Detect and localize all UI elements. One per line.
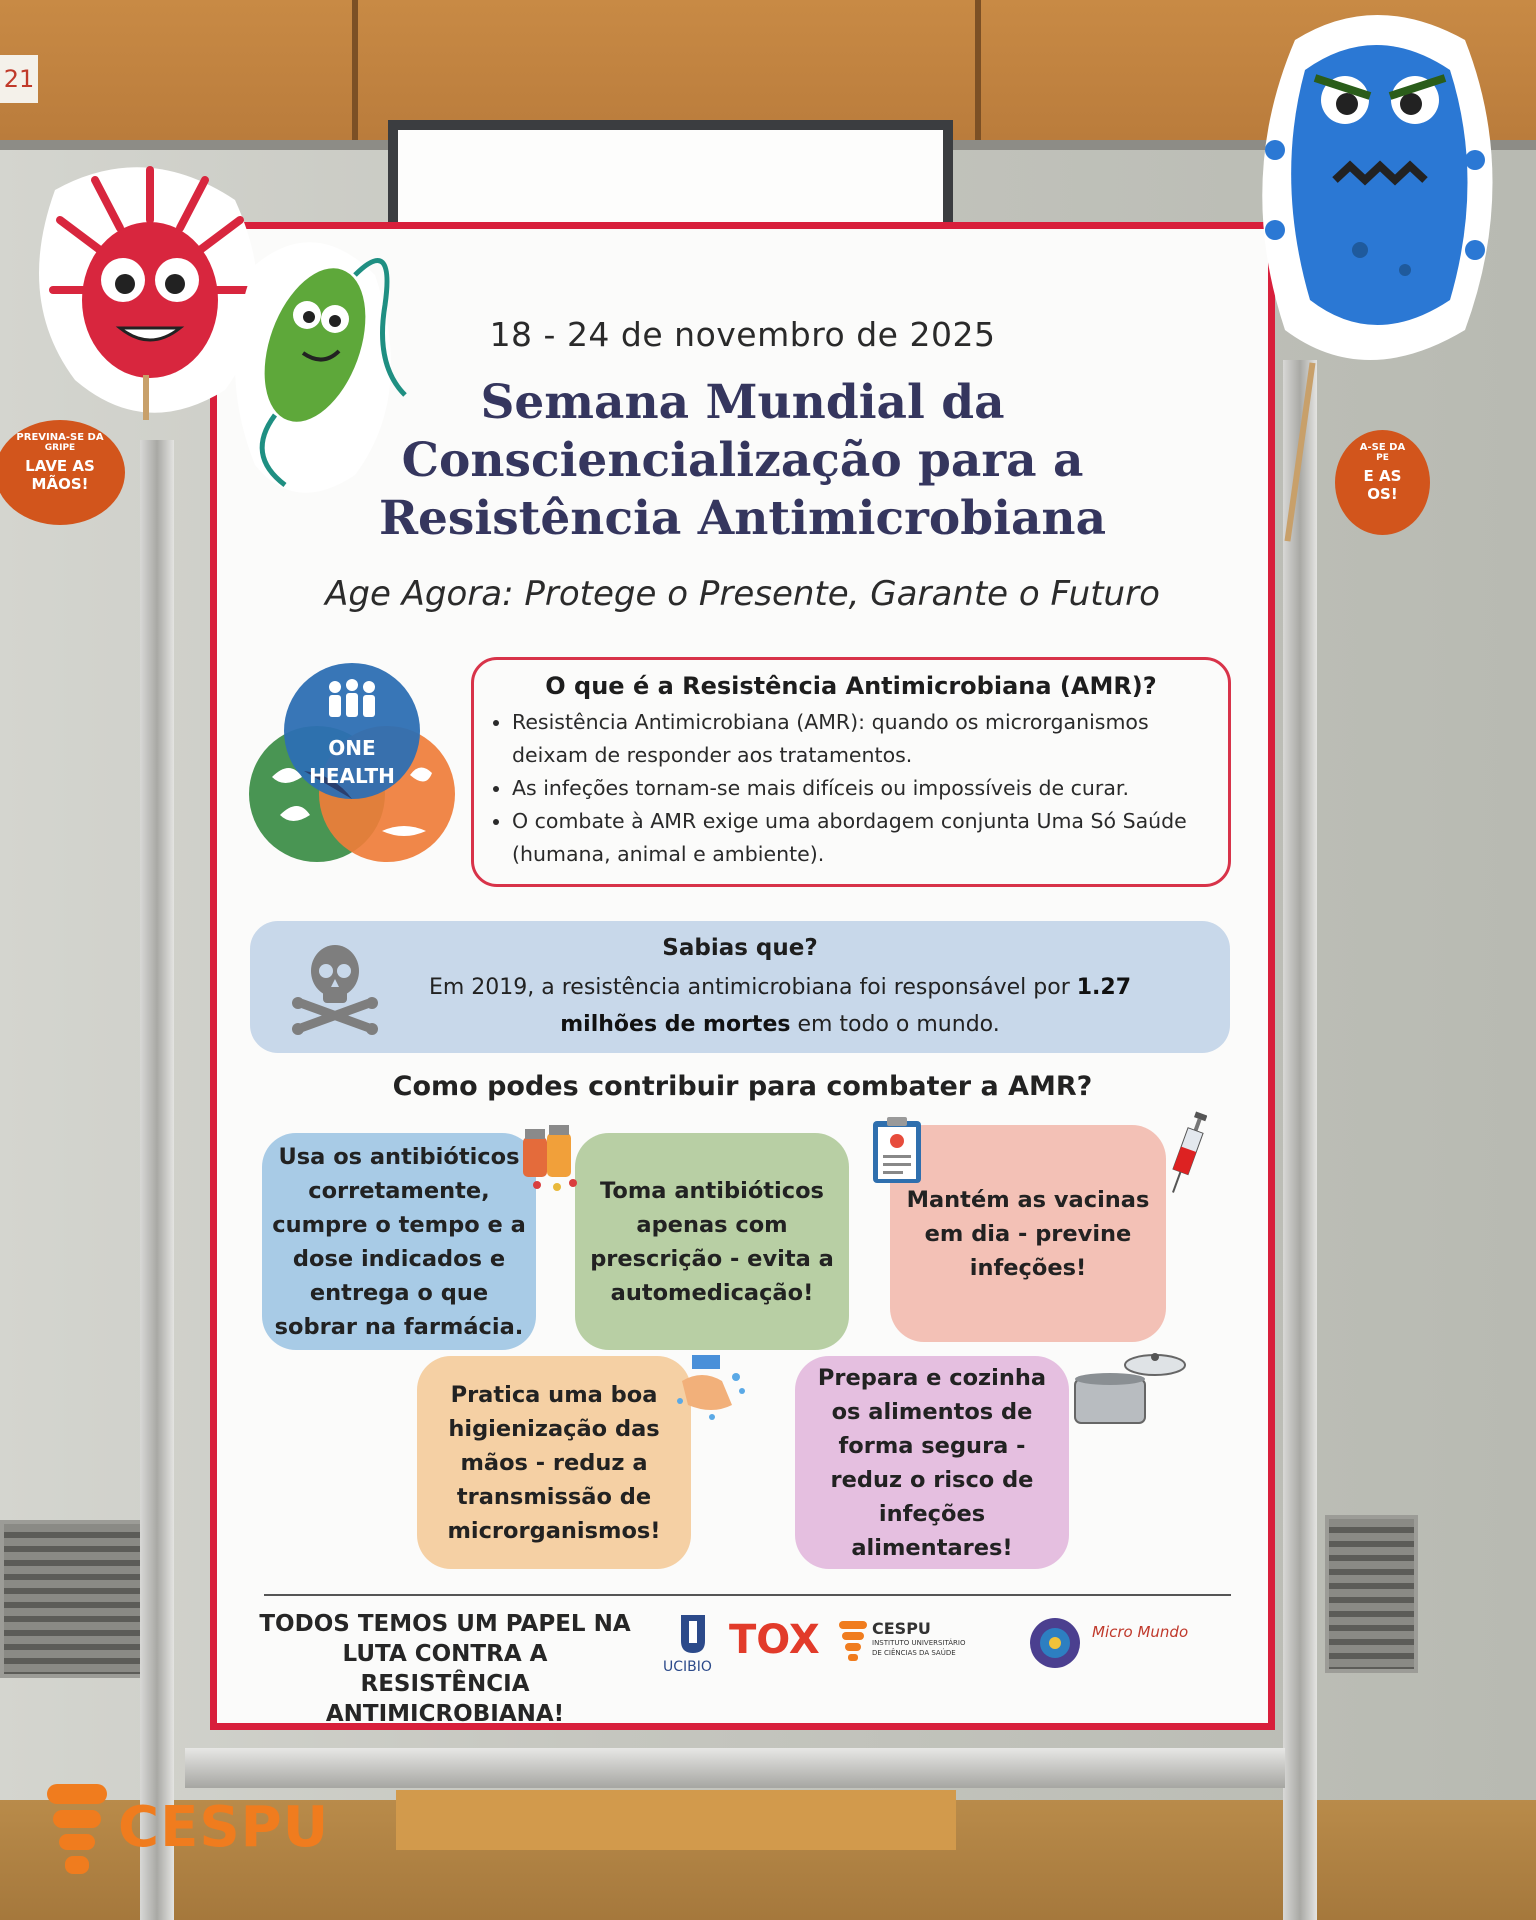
panel-seam (352, 0, 358, 150)
did-you-know-text (380, 969, 1180, 1043)
footer-slogan: TODOS TEMOS UM PAPEL NA LUTA CONTRA A RESISTÊNCIA ANTIMICROBIANA! (259, 1611, 631, 1727)
contribute-heading: Como podes contribuir para combater a AMR? (392, 1071, 1093, 1102)
poster-subtitle: Age Agora: Protege o Presente, Garante o Futuro (325, 574, 1160, 614)
one-health-line-2: HEALTH (309, 764, 395, 788)
easel-leg-right (1283, 360, 1317, 1920)
cespu-watermark-icon (45, 1780, 109, 1880)
tip-card-vaccines: Mantém as vacinas em dia - previne infeções! (890, 1125, 1166, 1342)
fact-text-start: Em 2019, a resistência antimicrobiana foi responsável por (428, 975, 1077, 1000)
did-you-know-box (250, 921, 1230, 1053)
title-line-1: Semana Mundial da (480, 375, 1005, 430)
amr-heading: O que é a Resistência Antimicrobiana (AMR)? (545, 672, 1157, 700)
wooden-drawer (396, 1790, 956, 1850)
tip-card-hand-hygiene: Pratica uma boa higienização das mãos - reduz a transmissão de microrganismos! (417, 1356, 691, 1569)
cespu-logo-icon (837, 1619, 869, 1663)
tip-card-prescription: Toma antibióticos apenas com prescrição - evita a automedicação! (575, 1133, 849, 1350)
cespu-logo-text: CESPU (872, 1619, 931, 1638)
one-health-line-1: ONE (328, 736, 376, 760)
amr-bullet: • As infeções tornam-se mais difíceis ou impossíveis de curar. (512, 772, 1210, 805)
tip-card-food-safety: Prepara e cozinha os alimentos de forma segura - reduz o risco de infeções alimentares! (795, 1356, 1069, 1569)
green-microbe-cutout (215, 215, 415, 515)
ucibio-logo-text: UCIBIO (663, 1659, 712, 1675)
sign-line: A-SE DA (1359, 442, 1406, 453)
wall-vent-right (1325, 1515, 1418, 1673)
amr-bullets (492, 706, 1210, 871)
easel-leg-left (140, 440, 174, 1920)
did-you-know-heading: Sabias que? (662, 935, 818, 961)
amr-bullet: • O combate à AMR exige uma abordagem conjunta Uma Só Saúde (humana, animal e ambiente). (512, 805, 1210, 871)
sign-line: OS! (1367, 485, 1398, 503)
cespu-logo-sub1: INSTITUTO UNIVERSITÁRIO (872, 1639, 966, 1647)
fact-highlight: 1.27 milhões de mortes (560, 975, 1132, 1037)
cespu-logo-sub2: DE CIÊNCIAS DA SAÚDE (872, 1649, 956, 1657)
blue-microbe-cutout (1235, 0, 1505, 375)
amr-info-box (471, 657, 1231, 887)
title-line-2: Consciencialização para a (401, 433, 1084, 488)
panel-seam (975, 0, 981, 150)
clipboard-icon (869, 1115, 925, 1187)
title-line-3: Resistência Antimicrobiana (378, 491, 1107, 546)
sign-line: GRIPE (44, 443, 76, 453)
tox-logo: TOX (729, 1617, 820, 1663)
flu-hygiene-sign-left (0, 420, 125, 525)
sign-line: LAVE AS (25, 457, 95, 475)
seal-logo-icon (1027, 1615, 1083, 1671)
room-number-sign: 21 (0, 55, 38, 103)
sign-line: MÃOS! (31, 475, 89, 493)
micromundo-logo: Micro Mundo (1092, 1623, 1189, 1641)
sign-line: PREVINA-SE DA (16, 432, 104, 443)
event-date: 18 - 24 de novembro de 2025 (489, 315, 996, 354)
syringe-icon (1167, 1109, 1207, 1199)
partner-logos (663, 1609, 1247, 1709)
ucibio-logo-icon (667, 1611, 727, 1691)
cooking-pot-icon (1067, 1349, 1187, 1429)
sign-line: PE (1376, 453, 1389, 463)
sign-line: E AS (1363, 467, 1402, 485)
tip-card-antibiotics: Usa os antibióticos corretamente, cumpre o tempo e a dose indicados e entrega o que sobrar na farmácia. (262, 1133, 536, 1350)
amr-bullet: • Resistência Antimicrobiana (AMR): quando os microrganismos deixam de responder aos tratamentos. (512, 706, 1210, 772)
flu-hygiene-sign-right (1335, 430, 1430, 535)
pill-bottles-icon (517, 1119, 587, 1199)
hand-washing-icon (672, 1351, 752, 1426)
one-health-venn-icon (242, 659, 462, 879)
wall-vent-left (0, 1520, 158, 1678)
easel-crossbar (185, 1748, 1285, 1788)
cespu-watermark-text: CESPU (118, 1795, 330, 1860)
fact-text-end: em todo o mundo. (790, 1012, 1000, 1037)
footer-divider (264, 1594, 1231, 1596)
